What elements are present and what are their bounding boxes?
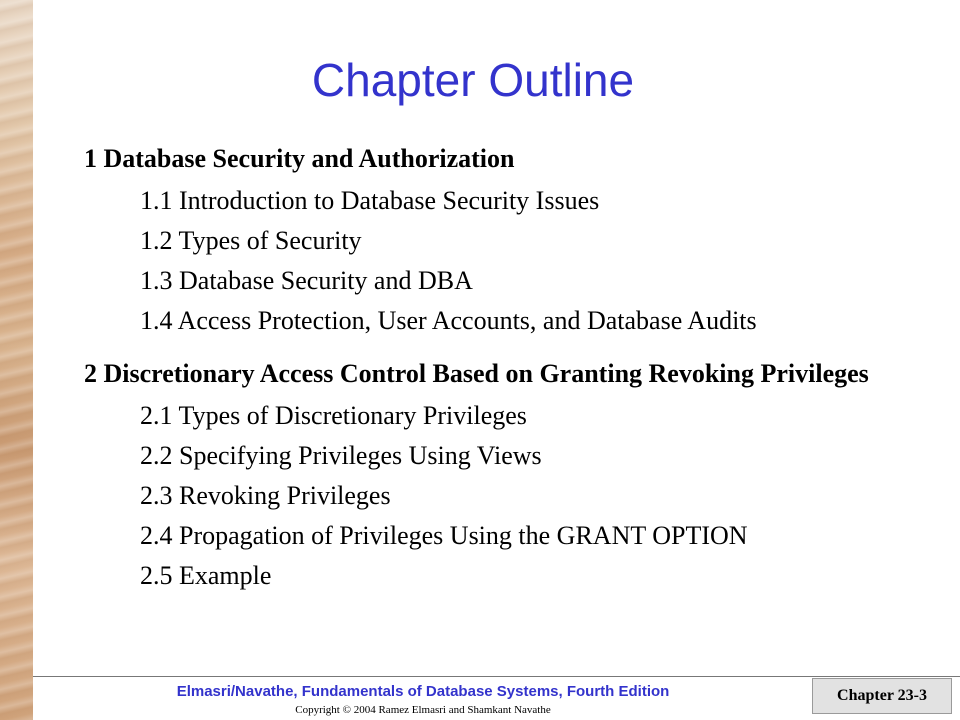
section-item: 2.5 Example: [140, 561, 272, 590]
section-item: 2.1 Types of Discretionary Privileges: [140, 401, 527, 430]
section-item: 2.4 Propagation of Privileges Using the GRANT OPTION: [140, 521, 748, 550]
footer-copyright: Copyright © 2004 Ramez Elmasri and Shamkant Navathe: [295, 704, 551, 716]
chapter-page-badge: Chapter 23-3: [812, 678, 952, 714]
footer-divider: [33, 676, 960, 677]
outline-section-1: [84, 146, 924, 335]
section-heading: 1 Database Security and Authorization: [84, 144, 515, 173]
footer-book-title: Elmasri/Navathe, Fundamentals of Database Systems, Fourth Edition: [176, 683, 670, 700]
section-item: 1.4 Access Protection, User Accounts, and Database Audits: [140, 306, 757, 335]
section-item: 1.3 Database Security and DBA: [140, 266, 473, 295]
section-item: 2.3 Revoking Privileges: [140, 481, 391, 510]
section-heading: 2 Discretionary Access Control Based on Granting Revoking Privileges: [84, 359, 869, 388]
chapter-outline: [84, 146, 924, 601]
section-item: 2.2 Specifying Privileges Using Views: [140, 441, 542, 470]
outline-section-2: [84, 361, 924, 590]
section-item: 1.1 Introduction to Database Security Issues: [140, 186, 600, 215]
decorative-sand-strip: [0, 0, 33, 720]
slide-title: Chapter Outline: [311, 54, 635, 106]
section-item: 1.2 Types of Security: [140, 226, 362, 255]
